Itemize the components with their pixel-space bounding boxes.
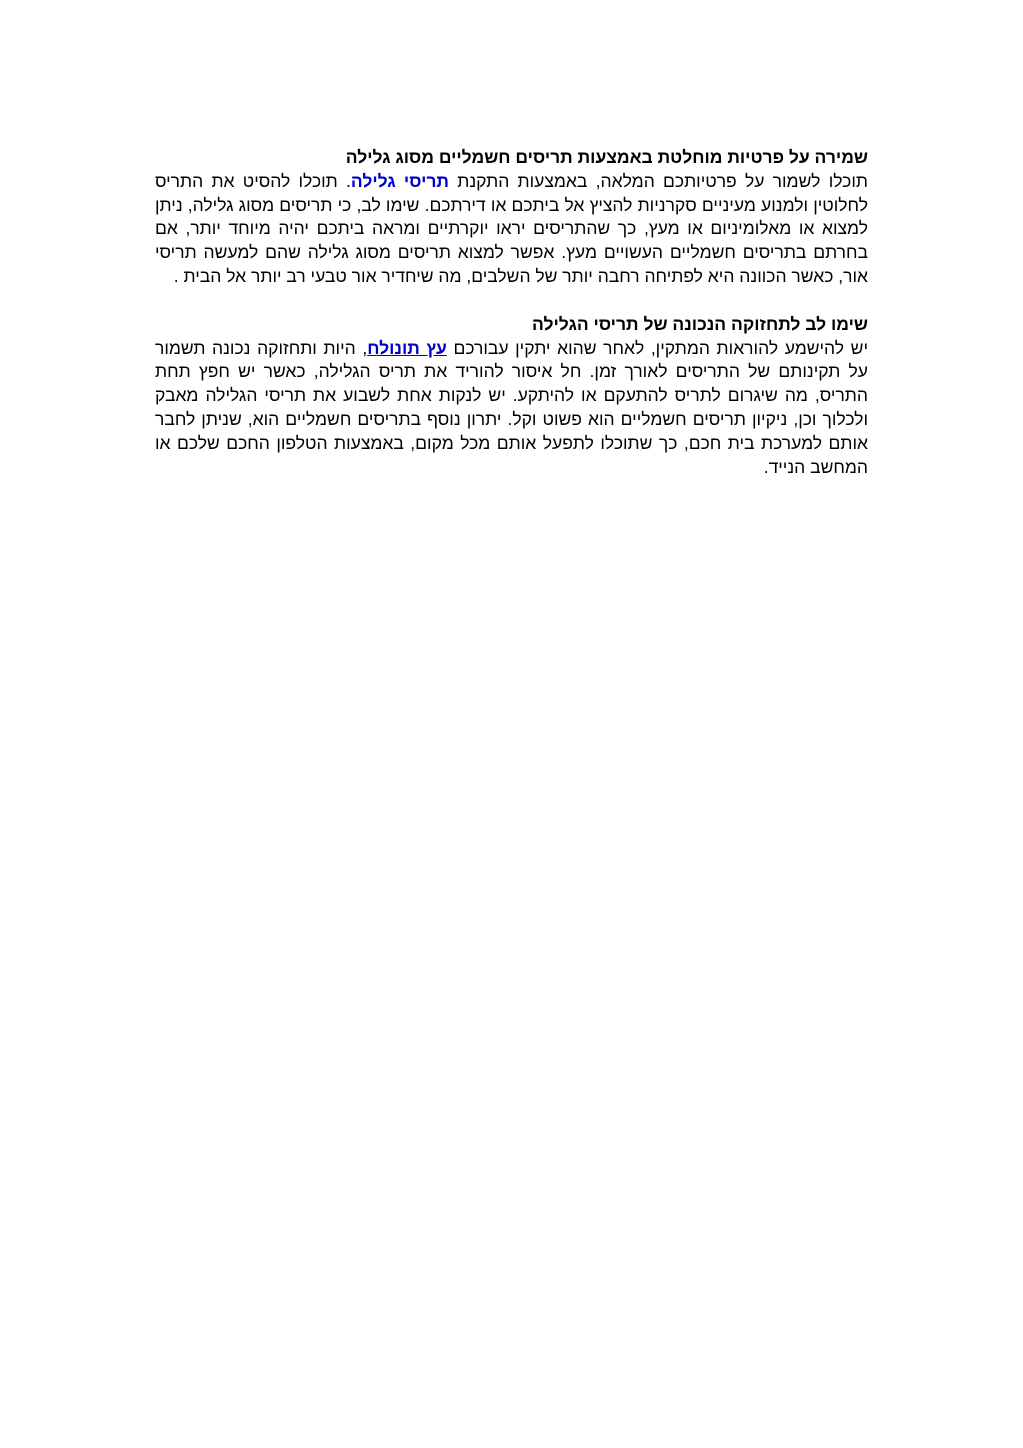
paragraph-text: יש להישמע להוראות המתקין, לאחר שהוא יתקין עבורכם [446,337,868,358]
paragraph-text: , היות ותחזוקה נכונה תשמור על תקינותם של התריסים לאורך זמן. חל איסור להוריד את תריס הגלילה, כאשר יש חפץ תחת התריס, מה שיגרום לתריס להתעקם או להיתקע. יש לנקות אחת לשבוע את תריסי הגלילה מאבק ולכלוך וכן, ניקיון תריסים חשמליים הוא פשוט וקל. יתרון נוסף בתריסים חשמליים הוא, שניתן לחבר אותם למערכת בית חכם, כך שתוכלו לתפעל אותם מכל מקום, באמצעות הטלפון החכם שלכם או המחשב הנייד. [155,337,868,477]
section-heading-privacy: שמירה על פרטיות מוחלטת באמצעות תריסים חשמליים מסוג גלילה [345,147,868,167]
paragraph-text: . תוכלו להסיט את התריס לחלוטין ולמנוע מעיניים סקרניות להציץ אל ביתכם או דירתכם. שימו לב, כי תריסים מסוג גלילה, ניתן למצוא או מאלומיניום או מעץ, כך שהתריסים יראו יוקרתיים ומראה ביתכם יהיה מיוחד יותר, אם בחרתם בתריסים חשמליים העשויים מעץ. אפשר למצוא תריסים מסוג גלילה שהם למעשה תריסי אור, כאשר הכוונה היא לפתיחה רחבה יותר של השלבים, מה שיחדיר אור טבעי רב יותר אל הבית . [155,170,868,286]
paragraph-text: תוכלו לשמור על פרטיותכם המלאה, באמצעות התקנת [449,170,868,191]
section-paragraph-privacy [155,170,868,289]
document-body [155,146,868,479]
wood-windows-link[interactable]: עץ תונולח [367,337,447,358]
section-heading-maintenance: שימו לב לתחזוקה הנכונה של תריסי הגלילה [532,313,868,334]
paragraph-spacer [155,289,868,313]
roller-shutters-link[interactable]: תריסי גלילה [350,170,449,191]
section-paragraph-maintenance [155,337,868,480]
